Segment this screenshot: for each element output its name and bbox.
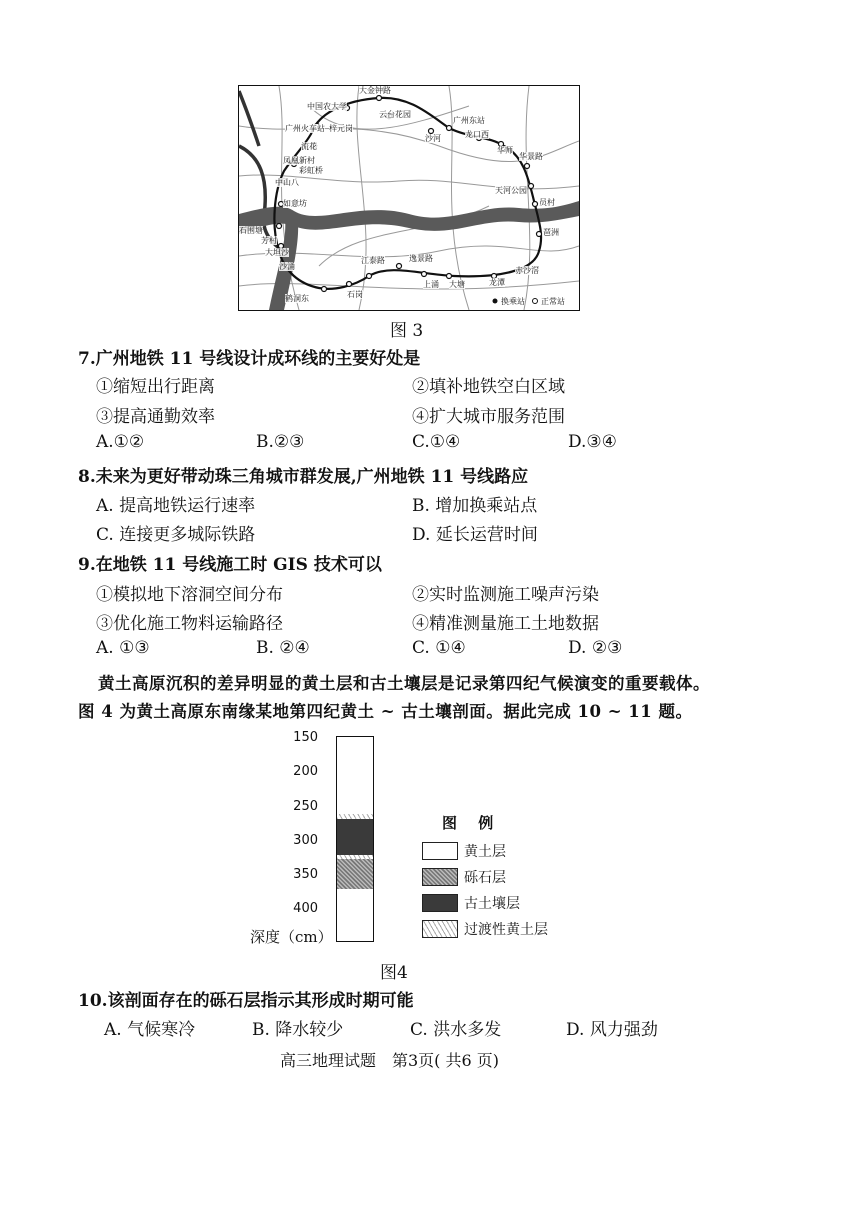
question10-choice-d: D. 风力强劲 bbox=[566, 1020, 658, 1040]
station-label: 沙涌 bbox=[279, 262, 295, 271]
question7-item-4: ④扩大城市服务范围 bbox=[412, 407, 565, 427]
question8-choice-a: A. 提高地铁运行速率 bbox=[96, 496, 256, 516]
question10-stem: 10.该剖面存在的砾石层指示其形成时期可能 bbox=[78, 991, 414, 1011]
legend-swatch-gravel bbox=[422, 868, 458, 886]
layer-loess bbox=[337, 889, 373, 942]
station-label: 逸景路 bbox=[409, 254, 433, 263]
legend-label-gravel: 砾石层 bbox=[464, 870, 506, 886]
station-label: 中山八 bbox=[275, 178, 299, 187]
station-label: 琶洲 bbox=[543, 228, 559, 237]
legend-label-transitional: 过渡性黄土层 bbox=[464, 922, 548, 938]
question9-choice-a: A. ①③ bbox=[96, 638, 150, 658]
figure3-caption: 图 3 bbox=[390, 321, 424, 341]
station-label: 梓元岗 bbox=[329, 124, 353, 133]
station-label: 赤沙滘 bbox=[515, 266, 539, 275]
passage-line-2: 图 4 为黄土高原东南缘某地第四纪黄土 ~ 古土壤剖面。据此完成 10 ~ 11 题。 bbox=[78, 702, 693, 721]
question10-choice-c: C. 洪水多发 bbox=[410, 1020, 502, 1040]
depth-axis-label: 深度（cm） bbox=[250, 928, 333, 946]
station-label: 流花 bbox=[301, 142, 317, 151]
question10-choice-a: A. 气候寒冷 bbox=[104, 1020, 196, 1040]
legend-title: 图 例 bbox=[442, 814, 502, 832]
station-label: 大坦沙 bbox=[265, 248, 289, 257]
question8-choice-d: D. 延长运营时间 bbox=[412, 525, 538, 545]
station-label: 员村 bbox=[539, 198, 555, 207]
station-label: 凤凰新村 bbox=[283, 156, 315, 165]
question10-choice-b: B. 降水较少 bbox=[252, 1020, 344, 1040]
layer-paleosol bbox=[337, 819, 373, 855]
question7-item-3: ③提高通勤效率 bbox=[96, 407, 215, 427]
soil-profile-figure bbox=[230, 730, 570, 950]
question7-item-1: ①缩短出行距离 bbox=[96, 377, 215, 397]
question7-choice-a: A.①② bbox=[96, 432, 145, 452]
station-label: 如意坊 bbox=[283, 199, 307, 208]
station-label: 华师 bbox=[497, 146, 513, 155]
station-label: 华景路 bbox=[519, 152, 543, 161]
metro-map-graphic bbox=[239, 86, 579, 310]
question7-stem: 7.广州地铁 11 号线设计成环线的主要好处是 bbox=[78, 349, 421, 369]
figure4-caption: 图4 bbox=[380, 963, 408, 983]
station-label: 中国农大学 bbox=[307, 102, 347, 111]
question7-choice-b: B.②③ bbox=[256, 432, 305, 452]
station-label: 上涌 bbox=[423, 280, 439, 289]
station-label: 大金钟路 bbox=[359, 86, 391, 95]
question8-stem: 8.未来为更好带动珠三角城市群发展,广州地铁 11 号线路应 bbox=[78, 467, 529, 487]
depth-tick: 150 bbox=[293, 730, 318, 745]
legend-interchange-label: 换乘站 bbox=[501, 297, 525, 306]
depth-tick: 250 bbox=[293, 799, 318, 814]
legend-label-loess: 黄土层 bbox=[464, 844, 506, 860]
question9-item-3: ③优化施工物料运输路径 bbox=[96, 614, 283, 634]
station-label: 沙河 bbox=[425, 134, 441, 143]
layer-gravel bbox=[337, 859, 373, 889]
station-label: 石岗 bbox=[347, 290, 363, 299]
station-label: 广州东站 bbox=[453, 116, 485, 125]
station-label: 云台花园 bbox=[379, 110, 411, 119]
question9-item-1: ①模拟地下溶洞空间分布 bbox=[96, 585, 283, 605]
passage-line-1: 黄土高原沉积的差异明显的黄土层和古土壤层是记录第四纪气候演变的重要载体。 bbox=[98, 674, 710, 693]
question9-stem: 9.在地铁 11 号线施工时 GIS 技术可以 bbox=[78, 555, 382, 575]
question9-choice-b: B. ②④ bbox=[256, 638, 310, 658]
station-label: 天河公园 bbox=[495, 186, 527, 195]
station-label: 芳村 bbox=[261, 236, 277, 245]
page-footer: 高三地理试题 第3页( 共6 页) bbox=[280, 1051, 500, 1070]
question7-choice-c: C.①④ bbox=[412, 432, 461, 452]
legend-swatch-loess bbox=[422, 842, 458, 860]
station-label: 石围塘 bbox=[239, 226, 263, 235]
legend-normal-label: 正常站 bbox=[541, 297, 565, 306]
question9-choice-d: D. ②③ bbox=[568, 638, 623, 658]
legend-label-paleosol: 古土壤层 bbox=[464, 896, 520, 912]
station-label: 彩虹桥 bbox=[299, 166, 323, 175]
depth-tick: 400 bbox=[293, 901, 318, 916]
station-label: 龙口西 bbox=[465, 130, 489, 139]
question8-choice-b: B. 增加换乘站点 bbox=[412, 496, 538, 516]
question9-item-4: ④精准测量施工土地数据 bbox=[412, 614, 599, 634]
station-label: 广州火车站 bbox=[285, 124, 325, 133]
question7-choice-d: D.③④ bbox=[568, 432, 617, 452]
station-label: 江泰路 bbox=[361, 256, 385, 265]
question8-choice-c: C. 连接更多城际铁路 bbox=[96, 525, 256, 545]
station-label: 大塘 bbox=[449, 280, 465, 289]
depth-tick: 300 bbox=[293, 833, 318, 848]
question9-choice-c: C. ①④ bbox=[412, 638, 466, 658]
question9-item-2: ②实时监测施工噪声污染 bbox=[412, 585, 599, 605]
legend-swatch-paleosol bbox=[422, 894, 458, 912]
depth-tick: 350 bbox=[293, 867, 318, 882]
metro-map bbox=[238, 85, 580, 311]
legend-swatch-transitional bbox=[422, 920, 458, 938]
profile-column bbox=[336, 736, 374, 942]
question7-item-2: ②填补地铁空白区域 bbox=[412, 377, 565, 397]
layer-loess bbox=[337, 737, 373, 814]
station-label: 鹤洞东 bbox=[285, 294, 309, 303]
station-label: 龙潭 bbox=[489, 278, 505, 287]
depth-tick: 200 bbox=[293, 764, 318, 779]
